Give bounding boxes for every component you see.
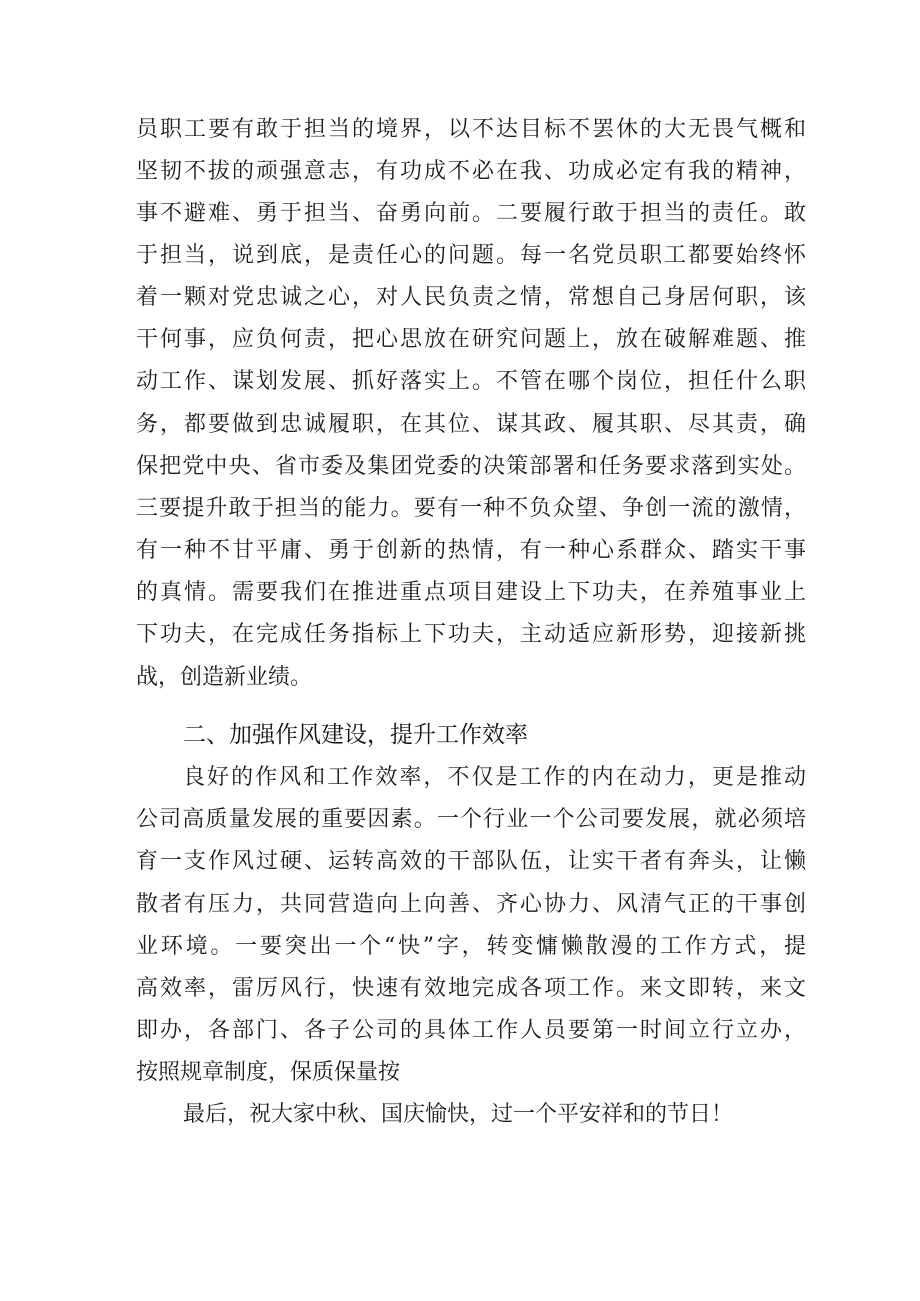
paragraph-line: 育一支作风过硬、运转高效的干部队伍，让实干者有奔头，让懒 (136, 849, 806, 874)
paragraph-line: 着一颗对党忠诚之心，对人民负责之情，常想自己身居何职，该 (136, 285, 806, 310)
closing-line: 最后，祝大家中秋、国庆愉快，过一个平安祥和的节日！ (183, 1102, 734, 1127)
paragraph-line: 良好的作风和工作效率，不仅是工作的内在动力，更是推动 (183, 765, 806, 790)
paragraph-line: 有一种不甘平庸、勇于创新的热情，有一种心系群众、踏实干事 (136, 538, 806, 563)
paragraph-line: 战，创造新业绩。 (136, 665, 313, 690)
paragraph-line: 于担当，说到底，是责任心的问题。每一名党员职工都要始终怀 (136, 243, 806, 268)
paragraph-line: 务，都要做到忠诚履职，在其位、谋其政、履其职、尽其责，确 (136, 412, 806, 437)
paragraph-line: 公司高质量发展的重要因素。一个行业一个公司要发展，就必须培 (136, 807, 806, 832)
paragraph-line: 即办，各部门、各子公司的具体工作人员要第一时间立行立办， (136, 1018, 806, 1043)
paragraph-line: 下功夫，在完成任务指标上下功夫，主动适应新形势，迎接新挑 (136, 622, 806, 647)
paragraph-line: 员职工要有敢于担当的境界，以不达目标不罢休的大无畏气概和 (136, 117, 806, 142)
paragraph-line: 业环境。一要突出一个“快”字，转变慵懒散漫的工作方式，提 (136, 934, 806, 959)
paragraph-line: 按照规章制度，保质保量按 (136, 1060, 401, 1085)
paragraph-line: 事不避难、勇于担当、奋勇向前。二要履行敢于担当的责任。敢 (136, 201, 806, 226)
paragraph-line: 干何事，应负何责，把心思放在研究问题上，放在破解难题、推 (136, 327, 806, 352)
paragraph-line: 高效率，雷厉风行，快速有效地完成各项工作。来文即转，来文 (136, 976, 806, 1001)
paragraph-line: 的真情。需要我们在推进重点项目建设上下功夫，在养殖事业上 (136, 580, 806, 605)
paragraph-line: 保把党中央、省市委及集团党委的决策部署和任务要求落到实处。 (136, 454, 806, 479)
section-heading: 二、加强作风建设，提升工作效率 (183, 722, 528, 748)
paragraph-line: 三要提升敢于担当的能力。要有一种不负众望、争创一流的激情， (136, 496, 806, 521)
paragraph-line: 动工作、谋划发展、抓好落实上。不管在哪个岗位，担任什么职 (136, 369, 806, 394)
paragraph-line: 坚韧不拔的顽强意志，有功成不必在我、功成必定有我的精神， (136, 159, 806, 184)
paragraph-line: 散者有压力，共同营造向上向善、齐心协力、风清气正的干事创 (136, 892, 806, 917)
